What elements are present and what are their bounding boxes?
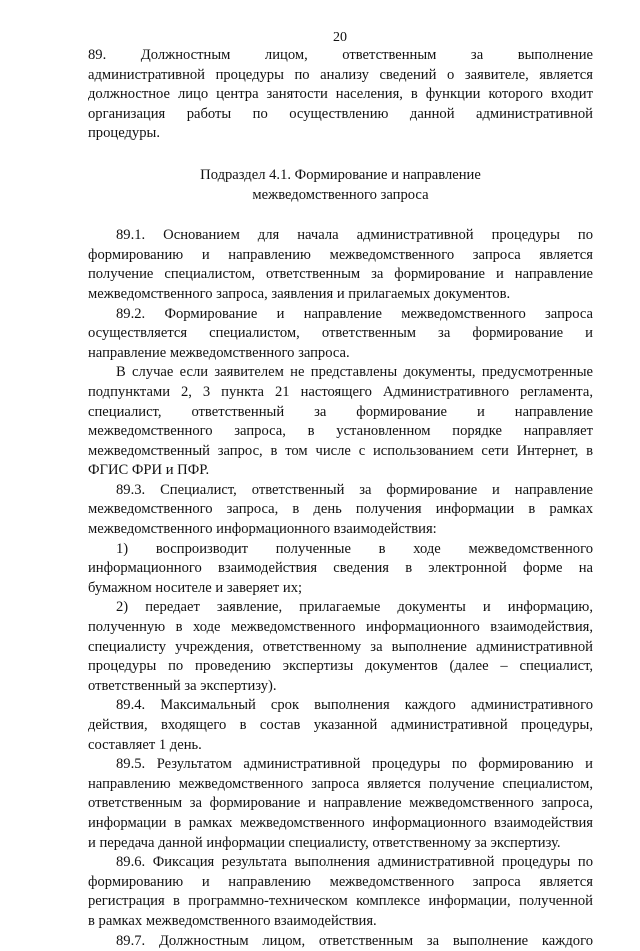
subsection-title-line: Подраздел 4.1. Формирование и направление <box>200 166 481 183</box>
text-line: процедуры. <box>88 125 160 142</box>
text-line: межведомственный запрос, в том числе с использованием сети Интернет, в <box>88 442 593 459</box>
text-line: ответственным за формирование и направление межведомственного запроса, <box>88 795 593 812</box>
paragraph-89-6 <box>88 853 593 931</box>
text-line: направление межведомственного запроса. <box>88 344 350 361</box>
text-line: 89.6. Фиксация результата выполнения административной процедуры по <box>116 854 593 871</box>
text-line: регистрация в программно-техническом комплексе информации, полученной <box>88 893 593 910</box>
text-line: 89. Должностным лицом, ответственным за выполнение <box>88 47 593 63</box>
text-line: межведомственного запроса, в день получения информации в рамках <box>88 501 593 518</box>
text-line: межведомственного запроса, в установленном порядке направляет <box>88 423 593 440</box>
text-line: 89.2. Формирование и направление межведомственного запроса <box>116 305 593 322</box>
text-line: административной процедуры по анализу сведений о заявителе, является <box>88 66 593 83</box>
text-line: 89.3. Специалист, ответственный за формирование и направление <box>116 481 593 498</box>
text-line: формированию и направлению межведомственного запроса является <box>88 246 593 263</box>
text-line: должностное лицо центра занятости населения, в функции которого входит <box>88 86 593 103</box>
page-number: 20 <box>333 30 347 45</box>
text-line: и передача данной информации специалисту, ответственному за экспертизу. <box>88 834 561 851</box>
paragraph-89 <box>88 46 593 144</box>
text-line: действия, входящего в состав указанной административной процедуры, <box>88 717 593 733</box>
text-line: осуществляется специалистом, ответственным за формирование и <box>88 325 593 342</box>
text-line: межведомственного запроса, заявления и прилагаемых документов. <box>88 285 511 302</box>
text-line: 89.7. Должностным лицом, ответственным за выполнение каждого <box>116 932 593 949</box>
text-line: 2) передает заявление, прилагаемые документы и информацию, <box>116 599 593 616</box>
paragraph-89-3 <box>88 481 593 540</box>
paragraph-case <box>88 363 593 481</box>
text-line: полученную в ходе межведомственного информационного взаимодействия, <box>88 619 593 636</box>
subsection-title <box>88 166 593 205</box>
document-body <box>88 46 593 951</box>
text-line: информационного взаимодействия сведения в электронной форме на <box>88 560 593 577</box>
text-line: межведомственного информационного взаимодействия: <box>88 521 437 538</box>
paragraph-89-4 <box>88 696 593 755</box>
text-line: бумажном носителе и заверяет их; <box>88 579 303 596</box>
text-line: получение специалистом, ответственным за формирование и направление <box>88 266 593 283</box>
text-line: 89.1. Основанием для начала административной процедуры по <box>116 227 593 244</box>
text-line: информации в рамках межведомственного информационного взаимодействия <box>88 814 593 831</box>
list-item-2 <box>88 598 593 696</box>
text-line: 89.4. Максимальный срок выполнения каждого административного <box>116 697 593 714</box>
subsection-title-line: межведомственного запроса <box>252 186 429 203</box>
text-line: ответственный за экспертизу). <box>88 677 277 694</box>
text-line: подпунктами 2, 3 пункта 21 настоящего Административного регламента, <box>88 383 593 400</box>
text-line: 1) воспроизводит полученные в ходе межведомственного <box>116 540 593 557</box>
text-line: 89.5. Результатом административной процедуры по формированию и <box>116 756 593 773</box>
paragraph-89-1 <box>88 226 593 304</box>
text-line: специалисту учреждения, ответственному за выполнение административной <box>88 638 593 655</box>
text-line: в рамках межведомственного взаимодействия. <box>88 912 377 929</box>
paragraph-89-5 <box>88 755 593 853</box>
text-line: ФГИС ФРИ и ПФР. <box>88 462 210 479</box>
text-line: В случае если заявителем не представлены документы, предусмотренные <box>116 364 593 381</box>
text-line: направлению межведомственного запроса является получение специалистом, <box>88 775 593 792</box>
text-line: организация работы по осуществлению данной административной <box>88 105 593 122</box>
text-line: составляет 1 день. <box>88 736 202 753</box>
text-line: процедуры по проведению экспертизы документов (далее – специалист, <box>88 658 593 675</box>
text-line: специалист, ответственный за формирование и направление <box>88 403 593 420</box>
paragraph-89-2 <box>88 305 593 364</box>
list-item-1 <box>88 540 593 599</box>
text-line: формированию и направлению межведомственного запроса является <box>88 873 593 890</box>
paragraph-89-7 <box>88 932 593 951</box>
